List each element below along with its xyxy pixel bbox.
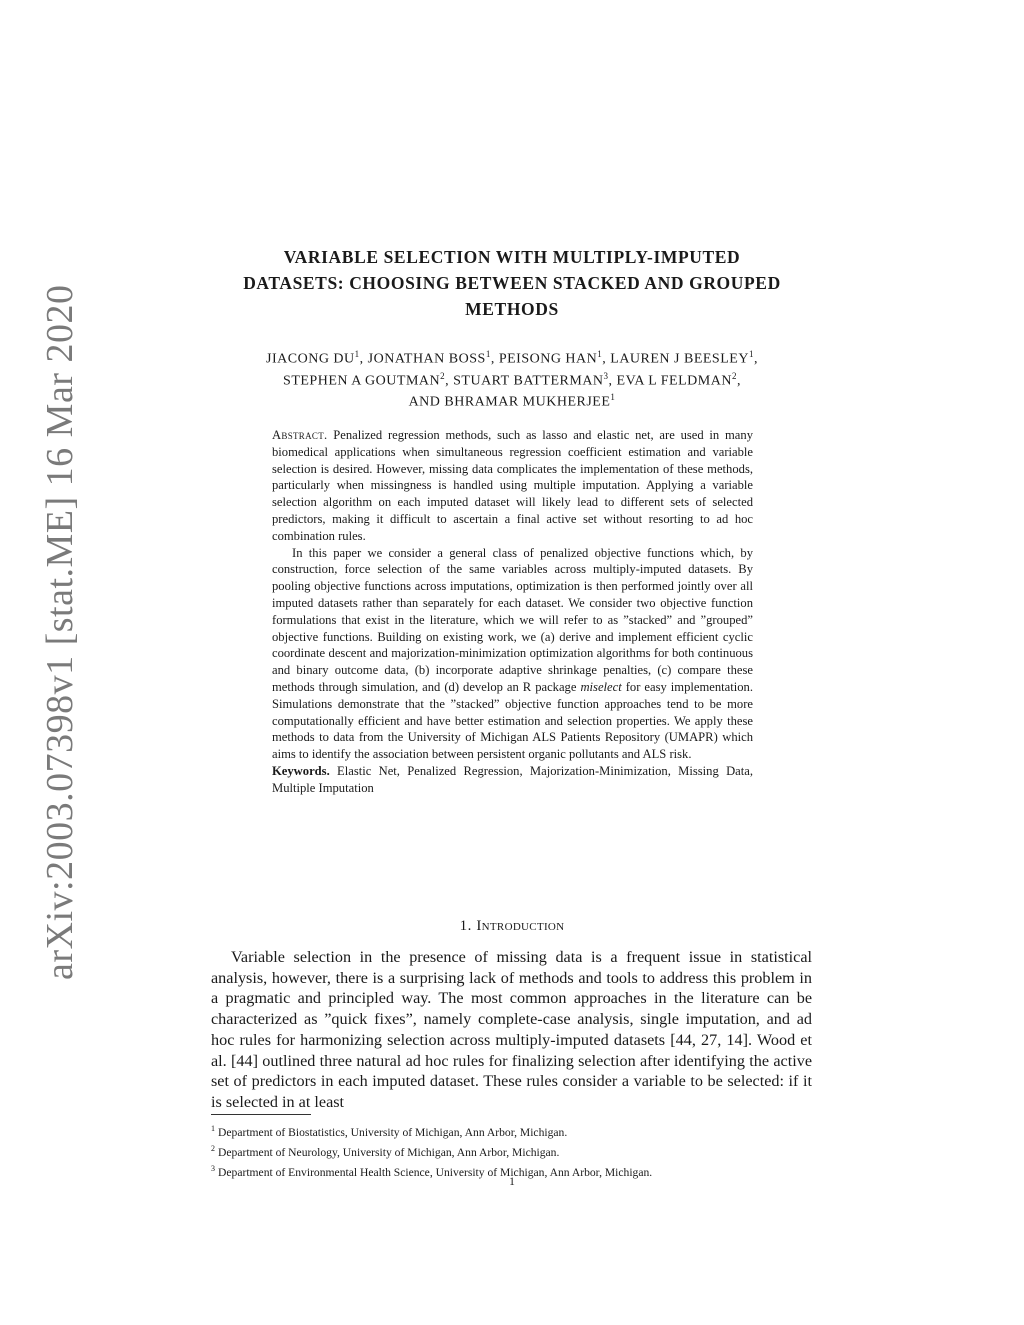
footnote: $^2$ Department of Neurology, University of Michigan, Ann Arbor, Michigan.: [211, 1143, 560, 1159]
abstract-label: Abstract.: [272, 428, 328, 442]
affiliation-mark: 1: [610, 392, 616, 403]
author-name: JONATHAN BOSS: [367, 351, 486, 367]
author-name: JIACONG DU: [266, 351, 355, 367]
paper-title: [150, 244, 874, 322]
author-name: STEPHEN A GOUTMAN: [283, 373, 441, 389]
title-line: DATASETS: CHOOSING BETWEEN STACKED AND GROUPED: [243, 273, 781, 293]
arxiv-watermark: arXiv:2003.07398v1 [stat.ME] 16 Mar 2020: [39, 284, 81, 980]
footnote-mark: 2: [211, 1143, 215, 1153]
author-name: PEISONG HAN: [498, 351, 598, 367]
abstract-paragraph: Abstract. Penalized regression methods, such as lasso and elastic net, are used in many biomedical applications when simultaneous regression coefficient estimation and variable selection is desired. However, missing data complicates the implementation of these methods, particularly when missingness is handled using multiple imputation. Applying a variable selection algorithm on each imputed dataset will likely lead to different sets of selected predictors, making it difficult to ascertain a final active set without resorting to ad hoc combination rules.: [272, 428, 753, 543]
footnotes: [211, 1121, 812, 1181]
author-name: LAUREN J BEESLEY: [610, 351, 749, 367]
author-name: AND BHRAMAR MUKHERJEE: [408, 394, 611, 410]
affiliation-mark: 1: [485, 349, 491, 359]
title-line: METHODS: [465, 299, 559, 319]
footnote: $^3$ Department of Environmental Health Science, University of Michigan, Ann Arbor, Michigan.: [211, 1163, 653, 1179]
affiliation-mark: 1: [354, 349, 360, 359]
affiliation-mark: 1: [597, 349, 603, 359]
author-name: EVA L FELDMAN: [616, 373, 732, 389]
footnote-mark: 3: [211, 1163, 215, 1173]
body-text: [211, 947, 812, 1113]
abstract: [272, 427, 753, 797]
keywords: Keywords. Elastic Net, Penalized Regression, Majorization-Minimization, Missing Data, Multiple Imputation: [272, 763, 753, 795]
author-list: [150, 346, 874, 411]
affiliation-mark: 2: [440, 370, 446, 381]
keywords-label: Keywords.: [272, 763, 330, 778]
section-number: 1.: [459, 918, 473, 934]
author-line: [150, 389, 874, 411]
affiliation-mark: 2: [731, 370, 737, 381]
page-number: 1: [509, 1176, 515, 1188]
footnote-rule: [211, 1114, 311, 1115]
abstract-paragraph: In this paper we consider a general class of penalized objective functions which, by construction, force selection of the same variables across multiply-imputed datasets. By pooling objective functions across imputations, optimization is then performed jointly over all imputed datasets rather than separately for each dataset. We consider two objective function formulations that exist in the literature, which we will refer to as ”stacked” and ”grouped” objective functions. Building on existing work, we (a) derive and implement efficient cyclic coordinate descent and majorization-minimization optimization algorithms for both continuous and binary outcome data, (b) incorporate adaptive shrinkage penalties, (c) compare these methods through simulation, and (d) develop an R package miselect for easy implementation. Simulations demonstrate that the ”stacked” objective function approaches tend to be more computationally efficient and have better estimation and selection properties. We apply these methods to data from the University of Michigan ALS Patients Repository (UMAPR) which aims to identify the association between persistent organic pollutants and ALS risk.: [272, 545, 753, 762]
package-name: miselect: [580, 679, 622, 694]
title-line: VARIABLE SELECTION WITH MULTIPLY-IMPUTED: [283, 247, 741, 267]
footnote: $^1$ Department of Biostatistics, University of Michigan, Ann Arbor, Michigan.: [211, 1124, 568, 1139]
author-line: JIACONG $DU^1$, JONATHAN BOSS$^1$, PEISONG HAN$^1$, LAUREN J BEESLEY$^1$,: [266, 349, 758, 367]
author-name: STUART BATTERMAN: [453, 373, 604, 389]
author-line: STEPHEN A GOUTMAN$^2$, STUART BATTERMAN$^3$, EVA L FELDMAN$^2$,: [283, 370, 741, 389]
section-title: Introduction: [476, 918, 565, 934]
footnote-mark: 1: [211, 1124, 215, 1133]
affiliation-mark: 3: [603, 370, 609, 381]
affiliation-mark: 1: [748, 349, 754, 359]
body-paragraph: Variable selection in the presence of missing data is a frequent issue in statistical analysis, however, there is a surprising lack of methods and tools to address this problem in a pragmatic and principled way. The most common approaches in the literature can be characterized as ”quick fixes”, namely complete-case analysis, single imputation, and ad hoc rules for harmonizing selection across multiply-imputed datasets [44, 27, 14]. Wood et al. [44] outlined three natural ad hoc rules for finalizing selection after identifying the active set of predictors in each imputed dataset. These rules consider a variable to be selected: if it is selected in at least: [211, 948, 812, 1111]
section-heading: [150, 918, 874, 935]
